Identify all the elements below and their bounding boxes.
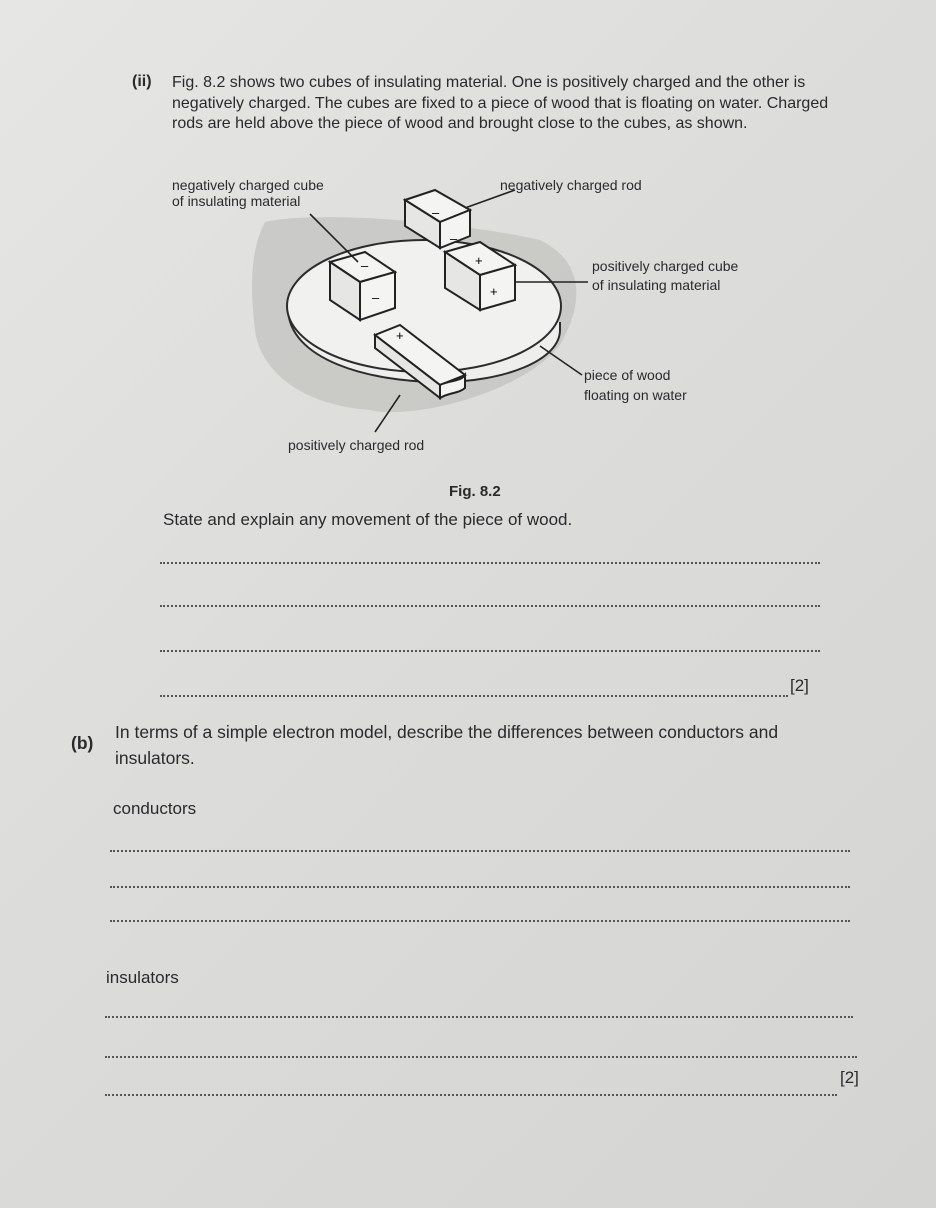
label-wood-line1: piece of wood (584, 367, 671, 383)
marks-ii: [2] (790, 676, 809, 695)
label-pos-cube-line2: of insulating material (592, 277, 721, 293)
answer-line-ii-3[interactable] (160, 650, 820, 652)
neg-rod-sign-side: – (450, 231, 458, 246)
pos-rod-sign: + (396, 328, 404, 343)
leader-wood (540, 346, 582, 375)
part-ii-text: Fig. 8.2 shows two cubes of insulating material. One is positively charged and the other is negatively charged. The cubes are fixed to a piece of wood that is floating on water. Charged rods are held above the piece of wood and brought close to the cubes, as shown. (172, 74, 829, 132)
marks-b: [2] (840, 1068, 859, 1087)
label-wood-line2: floating on water (584, 387, 687, 403)
neg-cube-sign-side: – (372, 290, 380, 305)
label-pos-rod: positively charged rod (288, 437, 425, 453)
answer-line-conductors-2[interactable] (110, 886, 850, 888)
conductors-label: conductors (113, 799, 197, 818)
label-pos-cube-line1: positively charged cube (592, 258, 739, 274)
answer-line-insulators-3[interactable] (105, 1094, 837, 1096)
answer-line-conductors-3[interactable] (110, 920, 850, 922)
label-neg-cube-line1: negatively charged cube (172, 177, 324, 193)
pos-cube-sign-top: + (475, 253, 483, 268)
insulators-label: insulators (106, 968, 179, 987)
answer-line-insulators-2[interactable] (105, 1056, 857, 1058)
answer-line-ii-4[interactable] (160, 695, 788, 697)
part-b-text: In terms of a simple electron model, describe the differences between conductors and insulators. (115, 722, 779, 768)
question-ii-prompt: State and explain any movement of the piece of wood. (163, 510, 573, 529)
answer-line-ii-2[interactable] (160, 605, 820, 607)
figure-caption: Fig. 8.2 (449, 483, 501, 500)
label-neg-rod: negatively charged rod (500, 177, 642, 193)
pos-cube-sign-side: + (490, 284, 498, 299)
answer-line-insulators-1[interactable] (105, 1016, 853, 1018)
neg-rod-sign-top: – (432, 205, 440, 220)
neg-cube-sign-top: – (361, 258, 369, 273)
fig-8-2-diagram (160, 170, 780, 470)
answer-line-ii-1[interactable] (160, 562, 820, 564)
answer-line-conductors-1[interactable] (110, 850, 850, 852)
label-neg-cube-line2: of insulating material (172, 193, 301, 209)
part-b-number: (b) (71, 733, 94, 753)
part-ii-number: (ii) (132, 73, 152, 90)
